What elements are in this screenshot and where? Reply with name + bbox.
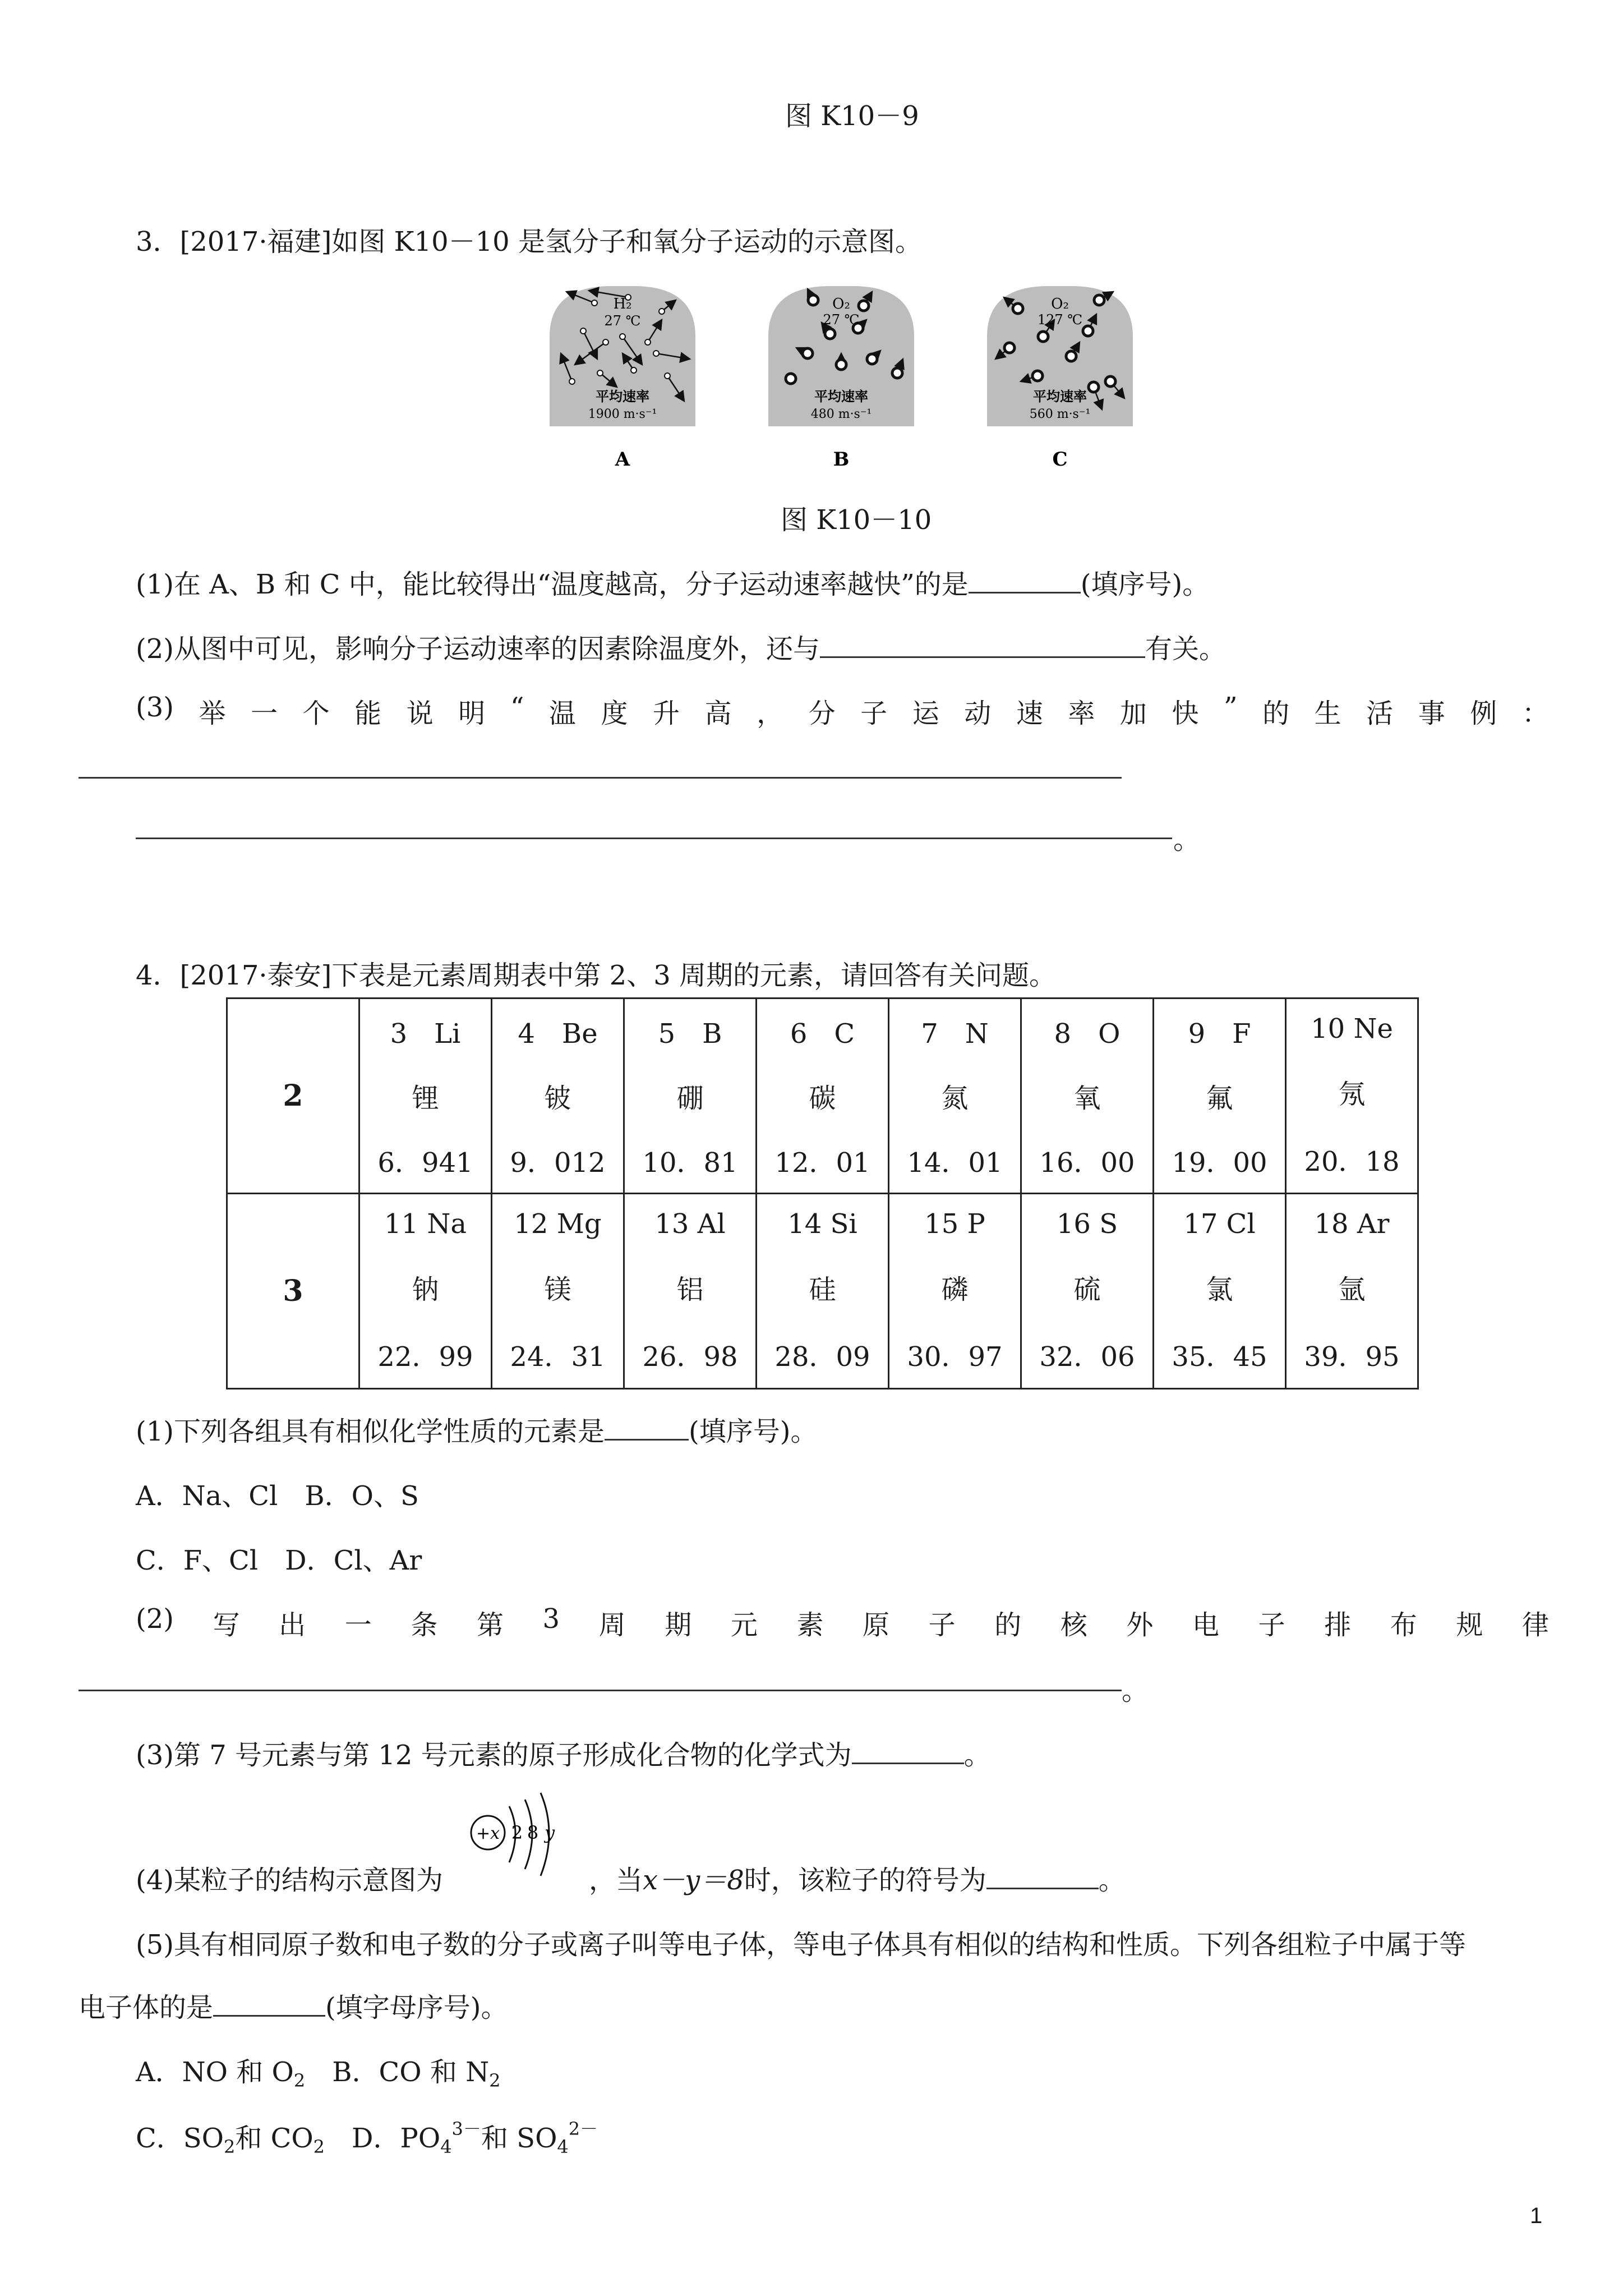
q3-part2-blank[interactable] — [820, 632, 1145, 658]
q4-part4 — [589, 1858, 1126, 1897]
panel-c-rate: 560 m·s⁻¹ — [1029, 407, 1091, 421]
q4-part5-option-c: C．SO — [136, 2123, 224, 2154]
element-number-symbol: 3 Li — [390, 1018, 461, 1050]
table-row — [227, 1194, 1418, 1389]
q4-part5-option-d-sup1: 3－ — [451, 2118, 481, 2139]
panel-c-temp: 127 ℃ — [1037, 312, 1083, 328]
q4-part2-char: 律 — [1521, 1609, 1549, 1641]
q3-part3-end: 。 — [1173, 824, 1201, 855]
element-cell — [624, 1194, 757, 1389]
q3-part3-char: 说 — [406, 698, 434, 729]
element-mass: 26．98 — [642, 1341, 738, 1373]
q4-part3 — [136, 1733, 991, 1772]
panel-a-temp: 27 ℃ — [604, 313, 641, 329]
q3-part2-text: (2)从图中可见，影响分子运动速率的因素除温度外，还与 — [136, 633, 820, 665]
panel-c — [987, 286, 1133, 471]
element-mass: 12．01 — [774, 1147, 870, 1179]
element-number-symbol: 16 S — [1056, 1208, 1118, 1240]
q4-part5-option-c-sub1: 2 — [223, 2136, 236, 2157]
q3-part3-char: ： — [1521, 698, 1549, 729]
element-cell — [492, 1194, 624, 1389]
q4-part4-blank[interactable] — [986, 1863, 1099, 1889]
element-mass: 10．81 — [642, 1147, 738, 1179]
element-mass: 39．95 — [1304, 1341, 1400, 1373]
element-cell — [1021, 1194, 1154, 1389]
q4-part2 — [136, 1603, 1549, 1642]
q4-part1 — [136, 1410, 817, 1448]
q3-part3-char: 率 — [1068, 698, 1095, 729]
element-cell — [1021, 999, 1154, 1194]
q4-part2-char: 布 — [1390, 1609, 1417, 1641]
element-cell — [1286, 1194, 1418, 1389]
question-3-stem: 3．[2017·福建]如图 K10－10 是氢分子和氧分子运动的示意图。 — [136, 226, 922, 257]
element-cell — [889, 999, 1021, 1194]
element-name: 锂 — [412, 1083, 439, 1114]
q3-part1 — [136, 563, 1209, 601]
q4-part5-option-d-sub1: 4 — [440, 2136, 452, 2157]
q4-part5-option-b: B．CO 和 N — [332, 2056, 490, 2088]
q4-part2-char: 素 — [796, 1609, 824, 1641]
element-name: 硫 — [1073, 1274, 1101, 1306]
panel-c-molecule: O₂ — [1051, 296, 1069, 312]
q4-part2-end: 。 — [1122, 1675, 1149, 1706]
q3-part3-char: 高 — [704, 698, 732, 729]
q3-part1-suffix: (填序号)。 — [1080, 569, 1210, 600]
q4-part2-char: 核 — [1060, 1609, 1087, 1641]
q3-part3-char: 一 — [251, 698, 278, 729]
element-number-symbol: 15 P — [924, 1208, 985, 1240]
q4-part2-char: 排 — [1324, 1609, 1352, 1641]
panel-a-rate: 1900 m·s⁻¹ — [588, 407, 657, 421]
element-name: 镁 — [544, 1274, 571, 1306]
q4-part5-option-d-sup2: 2－ — [568, 2118, 598, 2139]
panel-c-rate-label: 平均速率 — [1033, 389, 1087, 404]
q3-part3 — [136, 692, 1549, 730]
element-mass: 24．31 — [510, 1341, 606, 1373]
q3-part3-char: 活 — [1366, 698, 1394, 729]
q4-part1-options-cd: C．F、Cl D．Cl、Ar — [136, 1545, 422, 1576]
element-cell — [492, 999, 624, 1194]
q4-part2-char: 元 — [730, 1609, 758, 1641]
element-cell — [1154, 999, 1286, 1194]
q3-part3-char: 加 — [1119, 698, 1147, 729]
q4-part4-text: (4)某粒子的结构示意图为 — [136, 1865, 443, 1896]
figure-caption-k10-9: 图 K10－9 — [785, 100, 919, 132]
q3-part3-char: 例 — [1470, 698, 1497, 729]
period-cell: 2 — [227, 999, 359, 1194]
q4-part3-text: (3)第 7 号元素与第 12 号元素的原子形成化合物的化学式为 — [136, 1740, 852, 1771]
element-cell — [757, 999, 889, 1194]
element-number-symbol: 14 Si — [787, 1208, 857, 1240]
molecule-motion-figure — [550, 280, 1144, 471]
q3-part3-char: 生 — [1314, 698, 1341, 729]
element-mass: 28．09 — [774, 1341, 870, 1373]
periodic-table — [226, 997, 1419, 1389]
q4-part2-char: 原 — [863, 1609, 890, 1641]
q4-part5-options-ab — [136, 2050, 501, 2091]
q4-part1-suffix: (填序号)。 — [689, 1416, 818, 1447]
q4-part2-char: 第 — [476, 1609, 504, 1641]
q4-part4-mid: ，当 — [589, 1865, 643, 1896]
element-number-symbol: 7 N — [921, 1018, 989, 1050]
element-name: 钠 — [412, 1274, 439, 1306]
panel-b-label: B — [833, 448, 850, 471]
element-mass: 32．06 — [1039, 1341, 1135, 1373]
element-cell — [757, 1194, 889, 1389]
q3-part3-char: 动 — [964, 698, 992, 729]
panel-a-rate-label: 平均速率 — [596, 389, 649, 404]
q3-part3-char: (3) — [136, 692, 174, 723]
q4-part5-blank[interactable] — [213, 1990, 325, 2017]
q4-part1-blank[interactable] — [605, 1414, 689, 1441]
q4-part1-options-ab: A．Na、Cl B．O、S — [136, 1480, 419, 1512]
q3-part3-char: 快 — [1172, 698, 1199, 729]
question-4-stem: 4．[2017·泰安]下表是元素周期表中第 2、3 周期的元素，请回答有关问题。 — [136, 960, 1057, 991]
q3-part3-char: 速 — [1016, 698, 1043, 729]
q3-part3-char: “ — [510, 692, 524, 723]
q4-part2-char: 周 — [598, 1609, 626, 1641]
q3-part1-blank[interactable] — [969, 567, 1081, 593]
element-name: 铝 — [676, 1274, 704, 1306]
element-name: 氟 — [1206, 1083, 1233, 1114]
q4-part4-mid2: 时，该粒子的符号为 — [744, 1865, 986, 1896]
q3-part3-char: 事 — [1418, 698, 1445, 729]
element-name: 氩 — [1338, 1274, 1366, 1306]
element-cell — [1154, 1194, 1286, 1389]
element-name: 碳 — [809, 1083, 836, 1114]
element-mass: 6．941 — [377, 1147, 473, 1179]
q4-part2-char: 3 — [542, 1603, 560, 1635]
panel-b — [768, 286, 914, 471]
element-number-symbol: 13 Al — [654, 1208, 726, 1240]
element-number-symbol: 9 F — [1188, 1018, 1251, 1050]
q3-part3-char: 明 — [458, 698, 486, 729]
panel-a — [550, 286, 695, 471]
figure-caption-k10-10: 图 K10－10 — [781, 504, 932, 536]
q4-part5-option-b-sub: 2 — [489, 2070, 501, 2091]
element-name: 硅 — [809, 1274, 836, 1306]
q4-part5-option-d: D．PO — [352, 2123, 441, 2154]
q4-part2-char: 外 — [1126, 1609, 1154, 1641]
q4-part5-options-cd — [136, 2115, 598, 2157]
element-name: 氖 — [1338, 1079, 1366, 1111]
element-mass: 20．18 — [1304, 1145, 1400, 1177]
panel-b-temp: 27 ℃ — [823, 312, 860, 328]
q3-part3-char: 升 — [652, 698, 680, 729]
q4-part2-char: 一 — [344, 1609, 372, 1641]
table-row — [227, 999, 1418, 1194]
q4-part5-line2-text: 电子体的是 — [79, 1992, 214, 2023]
element-cell — [1286, 999, 1418, 1194]
q4-part5-option-a: A．NO 和 O — [136, 2056, 294, 2088]
q4-part2-char: (2) — [136, 1603, 174, 1635]
q4-part5-line2-suffix: (填字母序号)。 — [325, 1992, 508, 2023]
q3-part1-text: (1)在 A、B 和 C 中，能比较得出“温度越高，分子运动速率越快”的是 — [136, 569, 969, 600]
q3-part3-char: 个 — [302, 698, 330, 729]
q3-part2-suffix: 有关。 — [1145, 633, 1227, 665]
q4-part2-char: 的 — [994, 1609, 1022, 1641]
q4-part5-option-c-sub2: 2 — [313, 2136, 325, 2157]
q4-part5-option-d-rest: 和 SO — [481, 2123, 557, 2154]
panel-b-rate-label: 平均速率 — [814, 389, 868, 404]
q3-part3-char: 能 — [354, 698, 382, 729]
q3-part3-char: 温 — [548, 698, 576, 729]
shell-3-count: y — [544, 1822, 555, 1843]
q3-part3-char: ， — [757, 698, 784, 729]
q4-part2-char: 电 — [1192, 1609, 1220, 1641]
panel-b-rate: 480 m·s⁻¹ — [810, 407, 872, 421]
element-name: 氮 — [941, 1083, 969, 1114]
q4-part5-option-c-rest: 和 CO — [235, 2123, 313, 2154]
q4-part2-answer-line[interactable] — [79, 1690, 1122, 1691]
q4-part1-text: (1)下列各组具有相似化学性质的元素是 — [136, 1416, 605, 1447]
q4-part3-suffix: 。 — [963, 1740, 991, 1771]
q3-part3-answer-line-2[interactable] — [136, 838, 1172, 839]
element-number-symbol: 4 Be — [518, 1018, 598, 1050]
element-number-symbol: 6 C — [790, 1018, 855, 1050]
q3-part3-char: 举 — [199, 698, 226, 729]
q4-part2-char: 出 — [279, 1609, 306, 1641]
page-number: 1 — [1530, 2203, 1543, 2228]
element-mass: 35．45 — [1172, 1341, 1267, 1373]
q4-part5-line2 — [79, 1986, 508, 2024]
q3-part3-answer-line-1[interactable] — [79, 777, 1122, 779]
q3-part3-char: 子 — [860, 698, 888, 729]
element-name: 氧 — [1073, 1083, 1101, 1114]
q4-part2-char: 子 — [928, 1609, 956, 1641]
q4-part5-line1: (5)具有相同原子数和电子数的分子或离子叫等电子体，等电子体具有相似的结构和性质。下列各组粒子中属于等 — [136, 1929, 1466, 1961]
element-name: 硼 — [676, 1083, 704, 1114]
panel-a-label: A — [615, 448, 630, 471]
element-number-symbol: 11 Na — [384, 1208, 467, 1240]
element-cell — [359, 999, 492, 1194]
q4-part4-condition: x－y＝8 — [643, 1865, 744, 1896]
element-number-symbol: 18 Ar — [1314, 1208, 1390, 1240]
element-mass: 22．99 — [377, 1341, 473, 1373]
q3-part3-char: 分 — [808, 698, 836, 729]
q4-part5-option-d-sub2: 4 — [557, 2136, 569, 2157]
element-mass: 14．01 — [907, 1147, 1003, 1179]
q4-part3-blank[interactable] — [852, 1738, 964, 1764]
element-name: 铍 — [544, 1083, 571, 1114]
element-number-symbol: 10 Ne — [1311, 1013, 1393, 1045]
q3-part3-char: 运 — [912, 698, 939, 729]
q4-part2-char: 规 — [1456, 1609, 1483, 1641]
element-name: 氯 — [1206, 1274, 1233, 1306]
element-number-symbol: 17 Cl — [1183, 1208, 1256, 1240]
panel-a-molecule: H₂ — [613, 296, 632, 312]
element-cell — [889, 1194, 1021, 1389]
element-mass: 19．00 — [1172, 1147, 1267, 1179]
q3-part3-char: ” — [1224, 692, 1238, 723]
q3-part2 — [136, 627, 1226, 666]
atom-structure-diagram — [465, 1778, 583, 1896]
q4-part4-suffix: 。 — [1098, 1865, 1126, 1896]
element-number-symbol: 12 Mg — [514, 1208, 602, 1240]
element-number-symbol: 5 B — [658, 1018, 722, 1050]
element-name: 磷 — [941, 1274, 969, 1306]
q4-part2-char: 条 — [411, 1609, 438, 1641]
panel-b-molecule: O₂ — [832, 296, 850, 312]
element-cell — [624, 999, 757, 1194]
q4-part2-char: 期 — [665, 1609, 692, 1641]
element-mass: 16．00 — [1039, 1147, 1135, 1179]
q4-part2-char: 写 — [213, 1609, 240, 1641]
q3-part3-char: 度 — [601, 698, 628, 729]
period-cell: 3 — [227, 1194, 359, 1389]
element-mass: 9．012 — [510, 1147, 606, 1179]
element-number-symbol: 8 O — [1054, 1018, 1121, 1050]
element-mass: 30．97 — [907, 1341, 1003, 1373]
panel-c-label: C — [1052, 448, 1068, 471]
element-cell — [359, 1194, 492, 1389]
shell-1-count: 2 — [511, 1822, 523, 1843]
q3-part3-char: 的 — [1262, 698, 1290, 729]
q4-part2-char: 子 — [1258, 1609, 1285, 1641]
q4-part5-option-a-sub: 2 — [293, 2070, 306, 2091]
shell-2-count: 8 — [527, 1822, 539, 1843]
nucleus-charge: +x — [476, 1824, 500, 1843]
